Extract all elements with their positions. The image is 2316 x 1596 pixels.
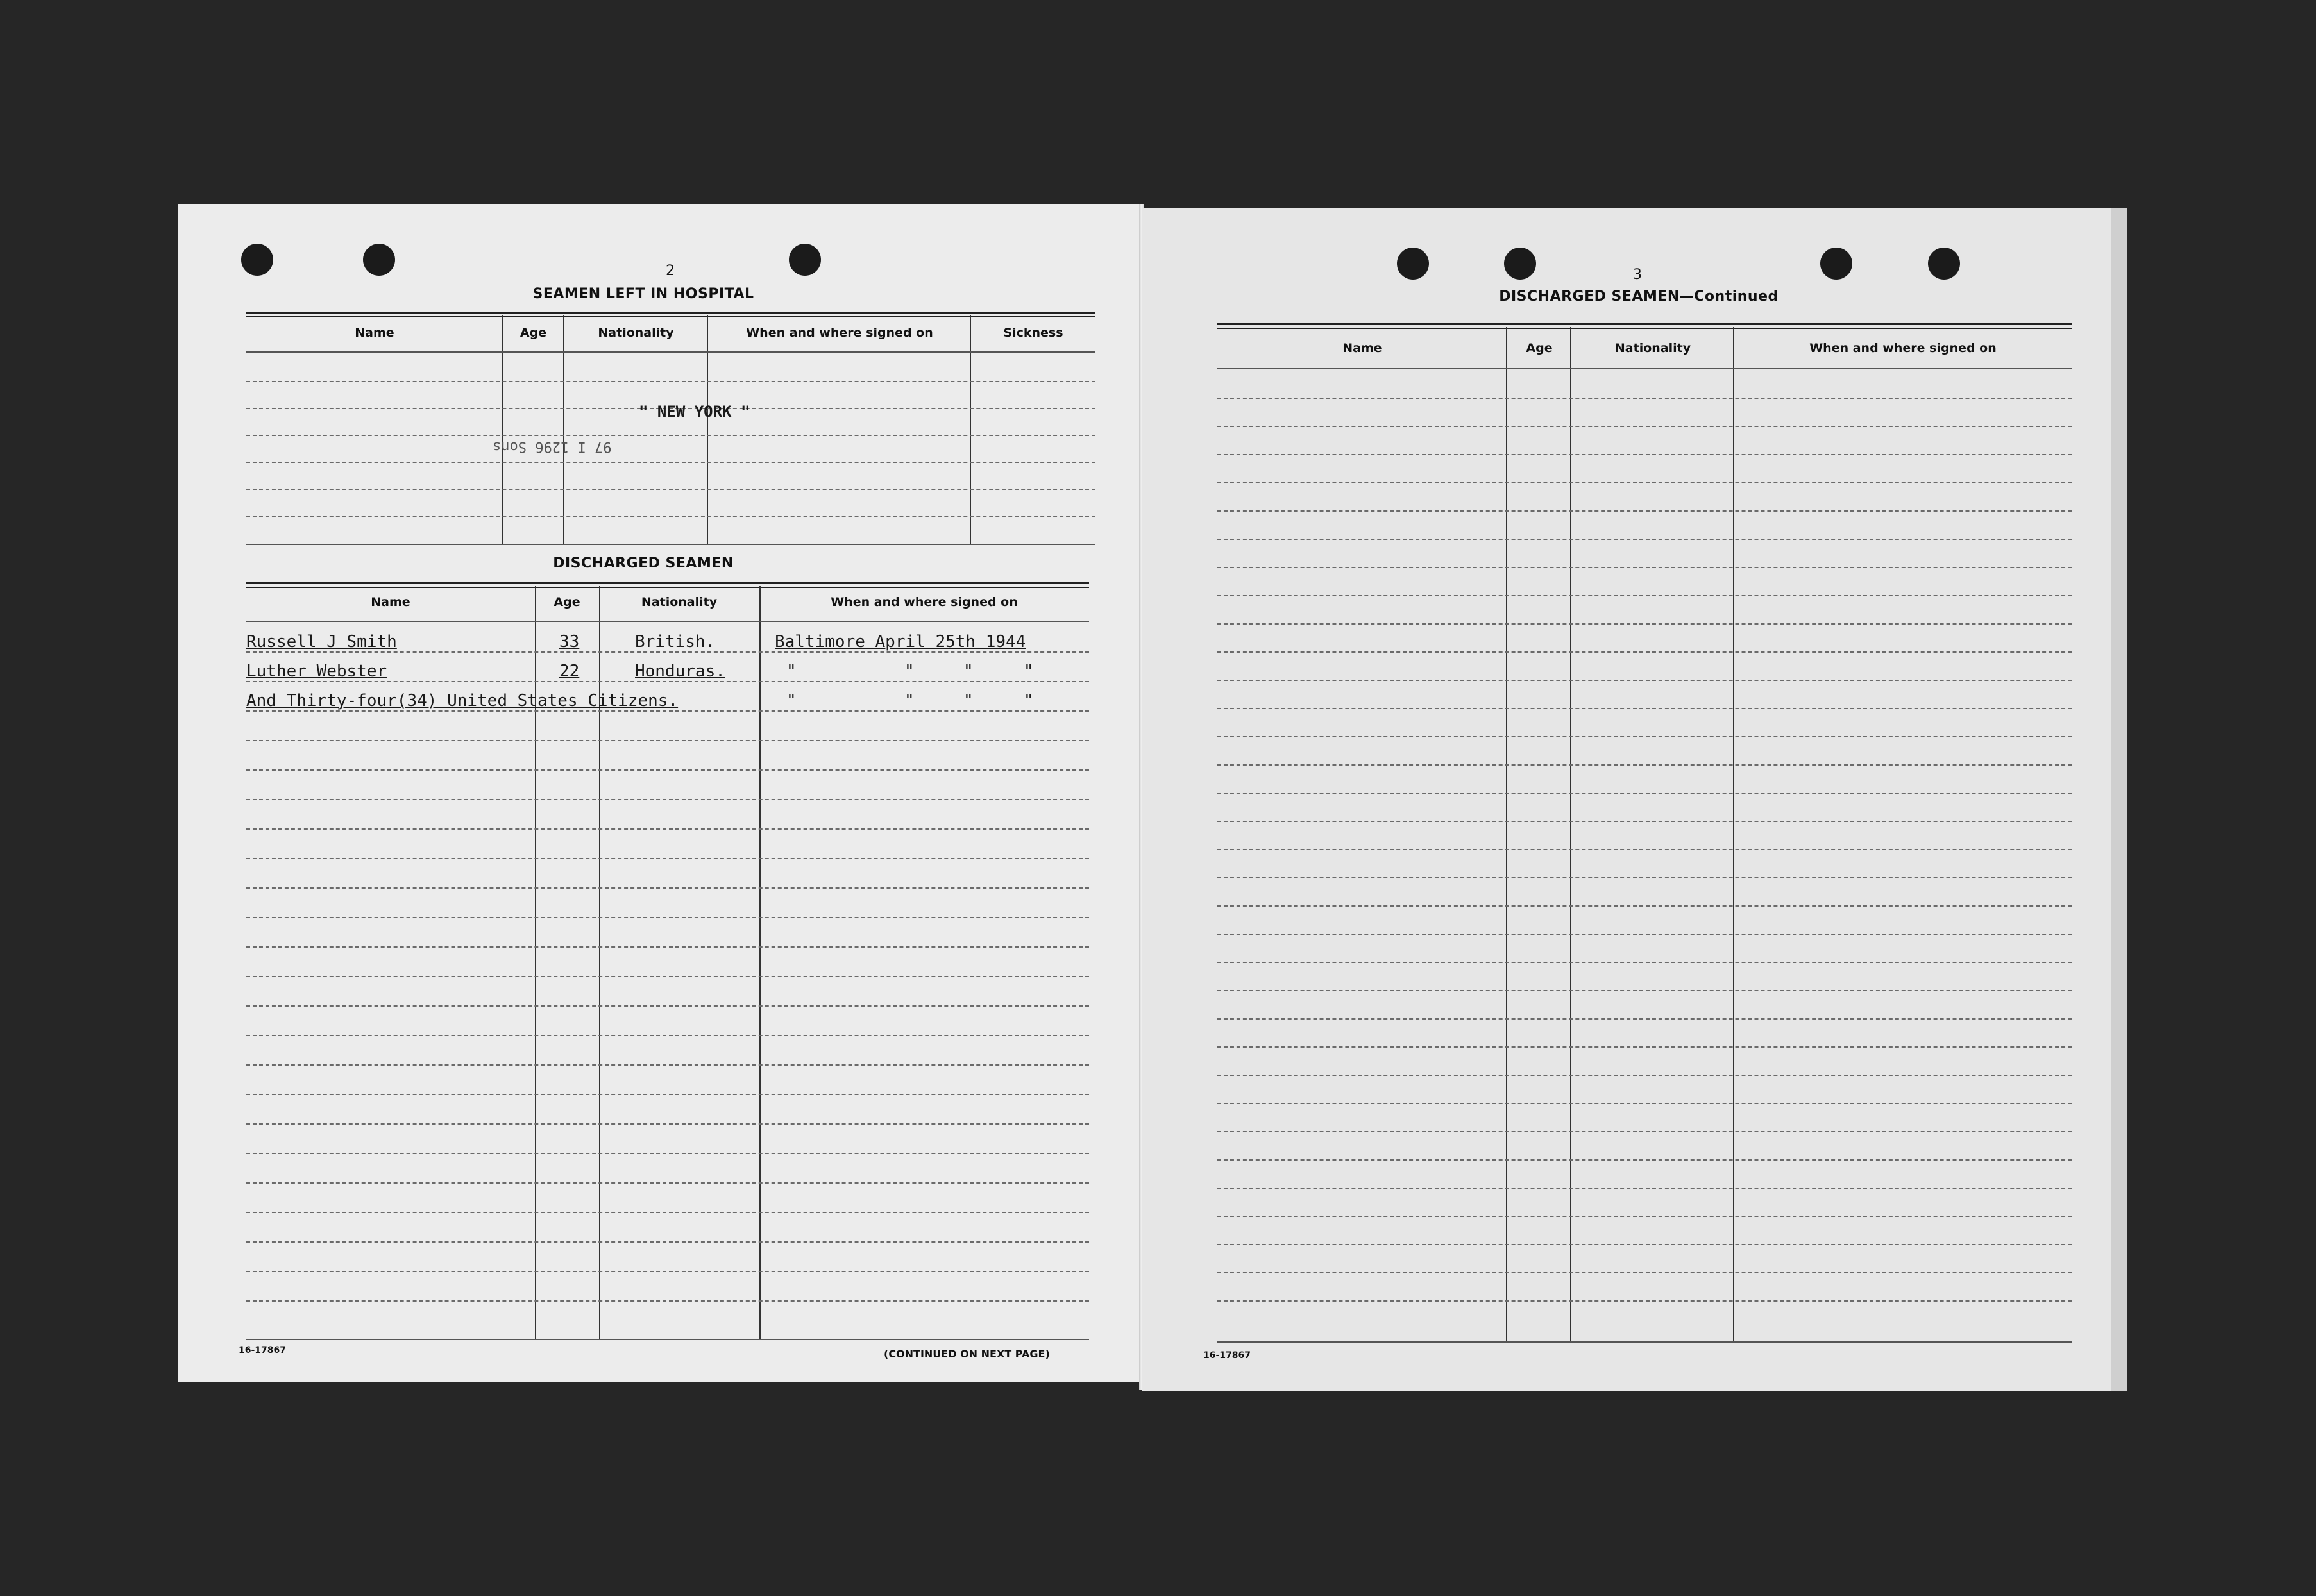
col-header-signed-on: When and where signed on [1809, 341, 1997, 355]
col-header-age: Age [1526, 341, 1553, 355]
row-line [1217, 1046, 2072, 1048]
header-rule [246, 621, 1089, 622]
punch-hole [363, 244, 395, 276]
row-line [246, 1241, 1089, 1243]
col-header-signed-on: When and where signed on [831, 595, 1018, 609]
row-line [1217, 595, 2072, 596]
entry-nationality: British. [635, 632, 716, 651]
row-line [246, 681, 1089, 682]
column-divider [707, 315, 708, 545]
left-page [178, 204, 1142, 1382]
row-line [246, 1064, 1089, 1066]
row-line [246, 946, 1089, 948]
col-header-sickness: Sickness [1003, 326, 1063, 340]
row-line [246, 435, 1095, 436]
upside-down-stamp: 97 I 1296 Sons [493, 439, 612, 455]
row-line [246, 1212, 1089, 1213]
punch-hole [1397, 248, 1429, 280]
form-code: 16-17867 [1203, 1350, 1251, 1361]
row-line [1217, 426, 2072, 427]
row-line [246, 1300, 1089, 1302]
row-line [1217, 905, 2072, 907]
row-line [246, 917, 1089, 918]
row-line [1217, 680, 2072, 681]
punch-hole [1504, 248, 1536, 280]
row-line [1217, 482, 2072, 483]
row-line [1217, 1188, 2072, 1189]
right-page [1142, 208, 2127, 1391]
table-top-rule [246, 582, 1089, 588]
row-line [246, 1035, 1089, 1036]
row-line [1217, 849, 2072, 850]
row-line [246, 858, 1089, 859]
row-line [1217, 736, 2072, 737]
row-line [1217, 1159, 2072, 1161]
row-line [246, 1123, 1089, 1125]
row-line [246, 769, 1089, 771]
discharged-table [246, 582, 1089, 1345]
row-line [1217, 1131, 2072, 1132]
summary-line: And Thirty-four(34) United States Citizens. [246, 691, 679, 710]
column-divider [563, 315, 564, 545]
ditto-mark: " [904, 662, 915, 681]
row-line [1217, 539, 2072, 540]
ditto-mark: " [786, 662, 797, 681]
row-line [1217, 764, 2072, 766]
page-number: 2 [666, 263, 675, 279]
row-line [1217, 708, 2072, 709]
new-york-stamp: " NEW YORK " [639, 403, 750, 421]
row-line [246, 1094, 1089, 1095]
col-header-signed-on: When and where signed on [746, 326, 933, 340]
column-divider [1733, 327, 1734, 1343]
column-divider [1570, 327, 1571, 1343]
row-line [1217, 454, 2072, 455]
col-header-name: Name [355, 326, 394, 340]
table-top-rule [1217, 323, 2072, 329]
row-line [1217, 990, 2072, 991]
hospital-section-title: SEAMEN LEFT IN HOSPITAL [532, 286, 754, 302]
row-line [1217, 1244, 2072, 1245]
punch-hole [1928, 248, 1960, 280]
form-code: 16-17867 [239, 1345, 286, 1356]
punch-hole [1820, 248, 1852, 280]
row-line [1217, 1272, 2072, 1273]
entry-age: 33 [559, 632, 580, 651]
row-line [1217, 793, 2072, 794]
col-header-age: Age [520, 326, 547, 340]
ditto-mark: " [963, 662, 974, 681]
row-line [1217, 934, 2072, 935]
ditto-mark: " [904, 691, 915, 710]
column-divider [970, 315, 971, 545]
entry-nationality: Honduras. [635, 662, 725, 681]
page-number: 3 [1633, 267, 1642, 283]
punch-hole [789, 244, 821, 276]
row-line [246, 740, 1089, 741]
col-header-name: Name [1342, 341, 1382, 355]
continued-table [1217, 323, 2072, 1349]
row-line [246, 1182, 1089, 1184]
table-bottom-rule [1217, 1341, 2072, 1343]
row-line [1217, 1018, 2072, 1020]
col-header-name: Name [371, 595, 410, 609]
column-divider [502, 315, 503, 545]
row-line [246, 489, 1095, 490]
row-line [1217, 567, 2072, 568]
column-divider [759, 586, 761, 1340]
header-rule [1217, 368, 2072, 369]
row-line [246, 710, 1089, 712]
row-line [1217, 1075, 2072, 1076]
row-line [246, 516, 1095, 517]
col-header-age: Age [554, 595, 580, 609]
col-header-nationality: Nationality [598, 326, 674, 340]
ditto-mark: " [963, 691, 974, 710]
row-line [1217, 1216, 2072, 1217]
entry-age: 22 [559, 662, 580, 681]
ditto-mark: " [1024, 691, 1034, 710]
row-line [246, 976, 1089, 977]
entry-name: Luther Webster [246, 662, 387, 681]
ditto-mark: " [1024, 662, 1034, 681]
row-line [246, 1153, 1089, 1154]
table-top-rule [246, 312, 1095, 317]
table-bottom-rule [246, 1339, 1089, 1340]
row-line [1217, 1103, 2072, 1104]
row-line [1217, 398, 2072, 399]
punch-hole [241, 244, 273, 276]
header-rule [246, 351, 1095, 353]
row-line [1217, 821, 2072, 822]
row-line [246, 887, 1089, 889]
col-header-nationality: Nationality [1614, 341, 1691, 355]
row-line [246, 1005, 1089, 1007]
row-line [246, 1271, 1089, 1272]
row-line [1217, 510, 2072, 512]
row-line [1217, 623, 2072, 625]
row-line [246, 651, 1089, 653]
discharged-section-title: DISCHARGED SEAMEN [553, 555, 734, 571]
row-line [246, 381, 1095, 382]
continued-section-title: DISCHARGED SEAMEN—Continued [1499, 289, 1779, 305]
row-line [1217, 962, 2072, 963]
row-line [1217, 651, 2072, 653]
row-line [1217, 1300, 2072, 1302]
row-line [246, 828, 1089, 830]
row-line [1217, 877, 2072, 878]
table-bottom-rule [246, 544, 1095, 545]
col-header-nationality: Nationality [641, 595, 718, 609]
column-divider [1506, 327, 1507, 1343]
continued-note: (CONTINUED ON NEXT PAGE) [884, 1348, 1050, 1360]
ditto-mark: " [786, 691, 797, 710]
row-line [246, 799, 1089, 800]
entry-signed-on: Baltimore April 25th 1944 [775, 632, 1026, 651]
row-line [246, 462, 1095, 463]
entry-name: Russell J Smith [246, 632, 397, 651]
